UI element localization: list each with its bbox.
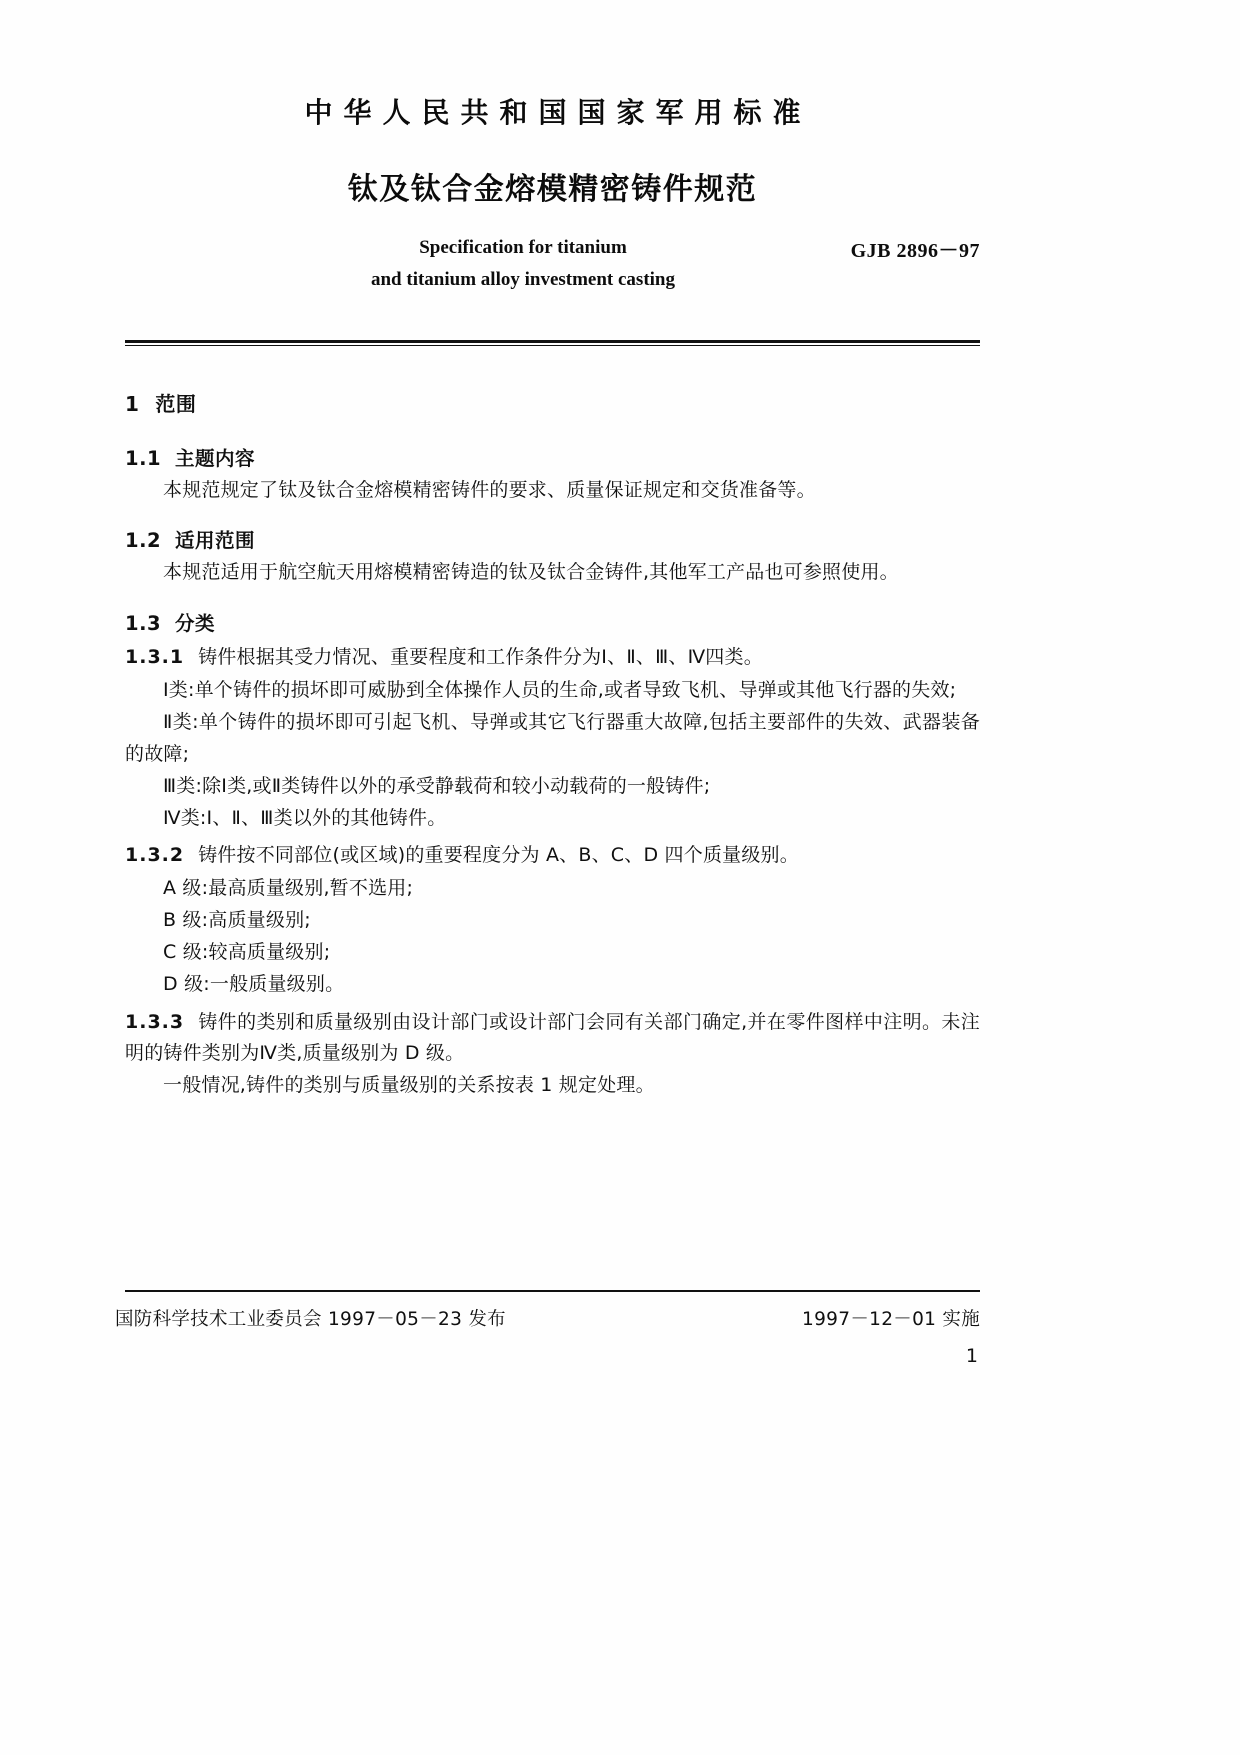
clause-1-3-3-note: 一般情况,铸件的类别与质量级别的关系按表 1 规定处理。 bbox=[163, 1074, 655, 1097]
header-divider bbox=[125, 340, 980, 346]
section-1-3-number: 1.3 bbox=[125, 612, 162, 636]
footer-issuer: 国防科学技术工业委员会 1997－05－23 发布 bbox=[115, 1309, 506, 1330]
clause-1-3-2-number: 1.3.2 bbox=[125, 844, 185, 867]
clause-1-3-1-text: 铸件根据其受力情况、重要程度和工作条件分为Ⅰ、Ⅱ、Ⅲ、Ⅳ四类。 bbox=[198, 646, 763, 669]
clause-1-3-2 bbox=[125, 840, 980, 871]
clause-1-3-1 bbox=[125, 642, 980, 673]
casting-class-4: Ⅳ类:Ⅰ、Ⅱ、Ⅲ类以外的其他铸件。 bbox=[163, 806, 447, 829]
section-1-3-title: 分类 bbox=[175, 612, 216, 636]
masthead bbox=[125, 0, 980, 304]
section-1-1-heading bbox=[125, 443, 980, 471]
section-1-2-heading bbox=[125, 525, 980, 553]
section-1-title: 范围 bbox=[155, 391, 197, 416]
english-subtitle bbox=[313, 232, 733, 296]
section-1-1-text: 本规范规定了钛及钛合金熔模精密铸件的要求、质量保证规定和交货准备等。 bbox=[163, 478, 816, 501]
page-number: 1 bbox=[965, 1345, 978, 1367]
clause-1-3-3-text: 铸件的类别和质量级别由设计部门或设计部门会同有关部门确定,并在零件图样中注明。未注明的铸件类别为Ⅳ类,质量级别为 D 级。 bbox=[125, 1010, 980, 1064]
english-subtitle-line-1: Specification for titanium bbox=[419, 236, 627, 258]
subtitle-row bbox=[125, 232, 980, 304]
quality-grade-b: B 级:高质量级别; bbox=[163, 909, 311, 932]
clause-1-3-2-text: 铸件按不同部位(或区域)的重要程度分为 A、B、C、D 四个质量级别。 bbox=[198, 844, 799, 867]
footer-effective-date: 1997－12－01 实施 bbox=[802, 1309, 980, 1330]
clause-1-3-3 bbox=[125, 1007, 980, 1069]
casting-class-1: Ⅰ类:单个铸件的损坏即可威胁到全体操作人员的生命,或者导致飞机、导弹或其他飞行器的失效; bbox=[163, 678, 957, 701]
quality-grade-d: D 级:一般质量级别。 bbox=[163, 972, 345, 995]
section-1-1-number: 1.1 bbox=[125, 446, 162, 470]
section-1-heading bbox=[125, 388, 980, 417]
quality-grade-a: A 级:最高质量级别,暂不选用; bbox=[163, 877, 414, 900]
document-body bbox=[125, 388, 980, 1103]
standard-number: GJB 2896－97 bbox=[850, 239, 980, 262]
section-1-2-number: 1.2 bbox=[125, 529, 162, 553]
page-content bbox=[125, 0, 980, 1102]
footer-divider bbox=[125, 1290, 980, 1292]
national-standard-title: 中华人民共和国国家军用标准 bbox=[304, 96, 812, 129]
casting-class-3: Ⅲ类:除Ⅰ类,或Ⅱ类铸件以外的承受静载荷和较小动载荷的一般铸件; bbox=[163, 774, 711, 797]
section-1-2-text: 本规范适用于航空航天用熔模精密铸造的钛及钛合金铸件,其他军工产品也可参照使用。 bbox=[163, 561, 899, 584]
casting-class-2: Ⅱ类:单个铸件的损坏即可引起飞机、导弹或其它飞行器重大故障,包括主要部件的失效、武器装备的故障; bbox=[125, 710, 980, 765]
section-1-1-title: 主题内容 bbox=[175, 446, 256, 470]
document-title: 钛及钛合金熔模精密铸件规范 bbox=[347, 171, 758, 207]
clause-1-3-1-number: 1.3.1 bbox=[125, 646, 185, 669]
clause-1-3-3-number: 1.3.3 bbox=[125, 1010, 185, 1033]
english-subtitle-line-2: and titanium alloy investment casting bbox=[370, 268, 676, 290]
section-1-2-title: 适用范围 bbox=[175, 529, 256, 553]
section-1-number: 1 bbox=[125, 391, 140, 416]
quality-grade-c: C 级:较高质量级别; bbox=[163, 941, 331, 963]
section-1-3-heading bbox=[125, 608, 980, 636]
